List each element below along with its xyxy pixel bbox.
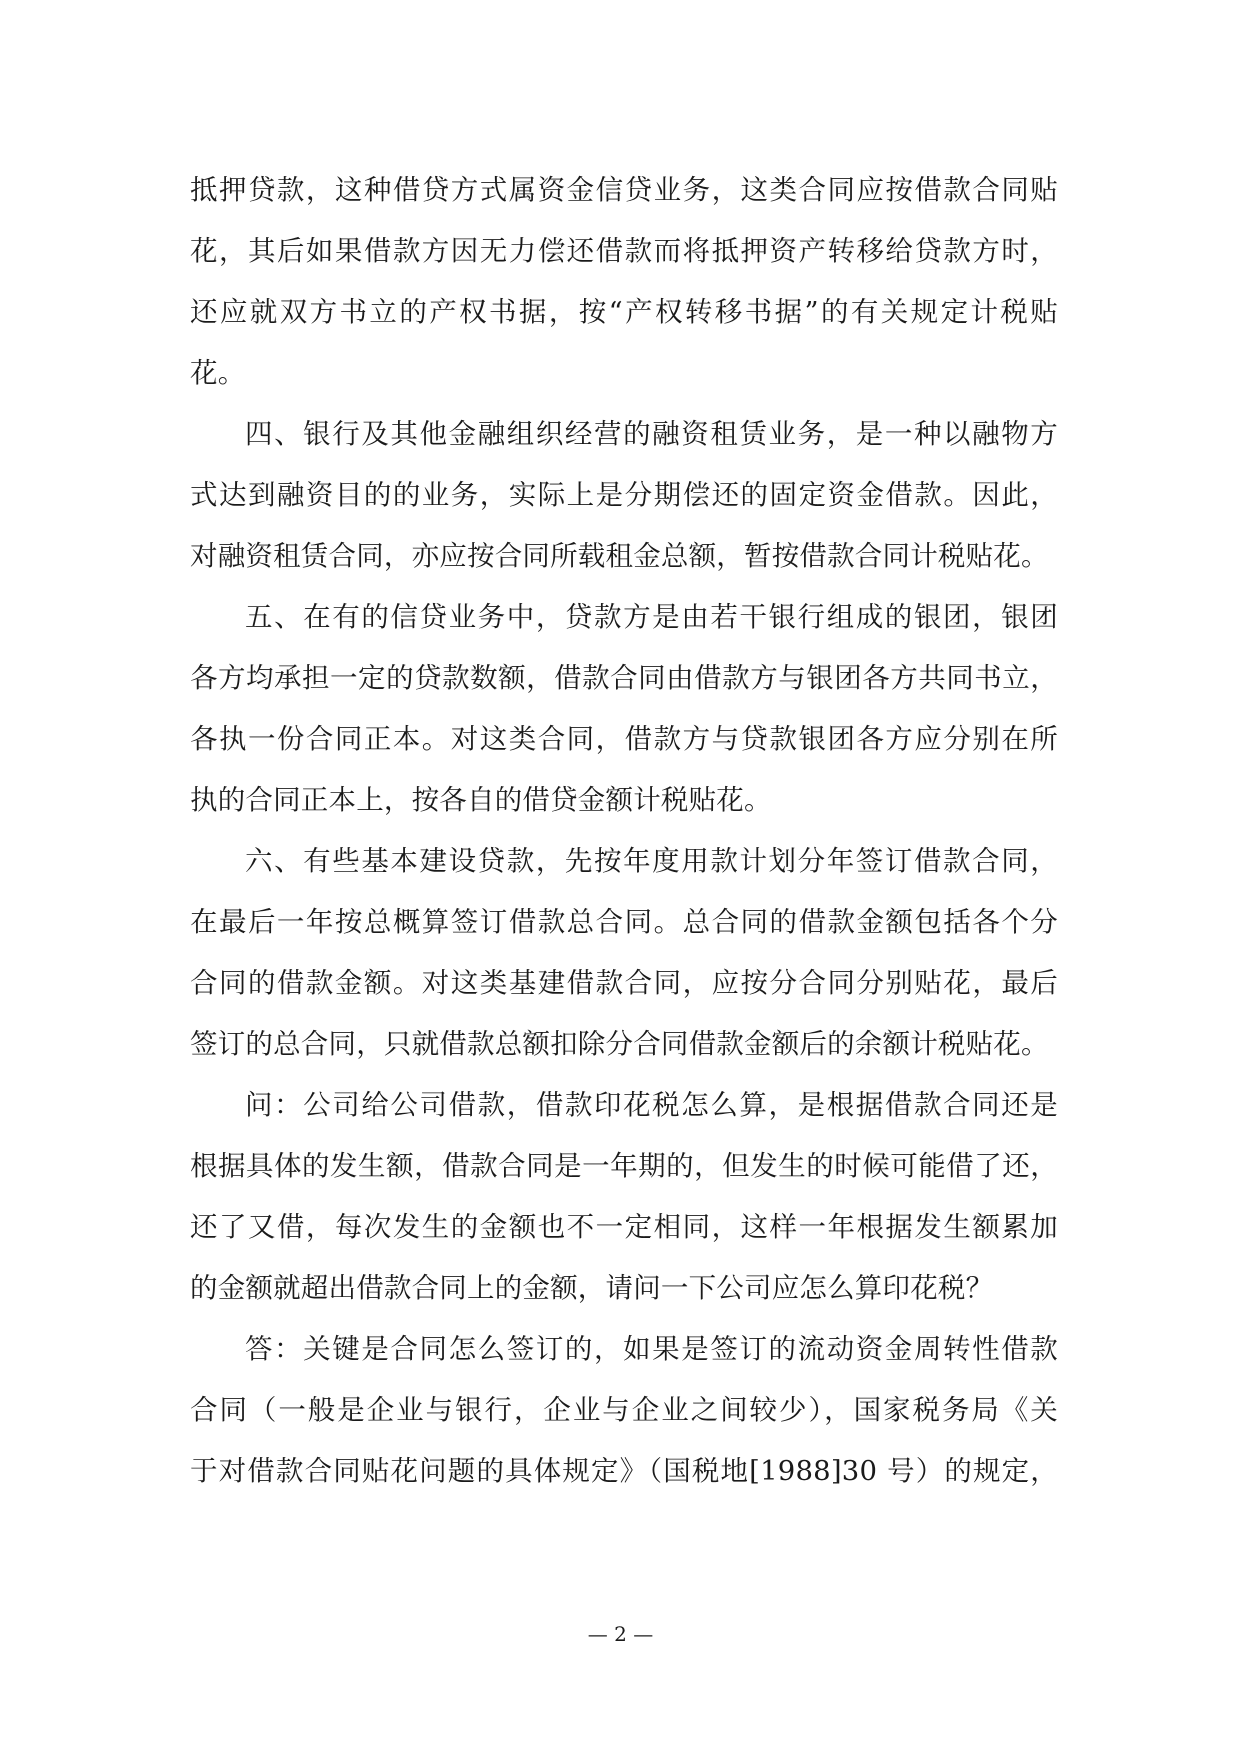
document-body <box>190 160 1058 1502</box>
text-line: 还应就双方书立的产权书据，按“产权转移书据”的有关规定计税贴 <box>190 296 1058 328</box>
text-line: 还了又借，每次发生的金额也不一定相同，这样一年根据发生额累加 <box>190 1211 1058 1243</box>
text-line: 对融资租赁合同，亦应按合同所载租金总额，暂按借款合同计税贴花。 <box>190 540 1049 572</box>
text-line: 合同的借款金额。对这类基建借款合同，应按分合同分别贴花，最后 <box>190 967 1058 999</box>
text-line: 答：关键是合同怎么签订的，如果是签订的流动资金周转性借款 <box>245 1333 1058 1365</box>
text-line: 抵押贷款，这种借贷方式属资金信贷业务，这类合同应按借款合同贴 <box>190 174 1058 206</box>
text-line: 式达到融资目的的业务，实际上是分期偿还的固定资金借款。因此， <box>190 479 1058 511</box>
text-line: 各执一份合同正本。对这类合同，借款方与贷款银团各方应分别在所 <box>190 723 1058 755</box>
text-line: 花，其后如果借款方因无力偿还借款而将抵押资产转移给贷款方时， <box>190 235 1058 267</box>
text-line: 四、银行及其他金融组织经营的融资租赁业务，是一种以融物方 <box>245 418 1058 450</box>
text-line: 六、有些基本建设贷款，先按年度用款计划分年签订借款合同， <box>245 845 1058 877</box>
text-line: 在最后一年按总概算签订借款总合同。总合同的借款金额包括各个分 <box>190 906 1058 938</box>
text-line: 于对借款合同贴花问题的具体规定》（国税地[1988]30 号）的规定， <box>190 1455 1058 1487</box>
text-line: 的金额就超出借款合同上的金额，请问一下公司应怎么算印花税？ <box>190 1272 994 1304</box>
text-line: 各方均承担一定的贷款数额，借款合同由借款方与银团各方共同书立， <box>190 662 1058 694</box>
page-number: — 2 — <box>587 1622 654 1646</box>
text-line: 根据具体的发生额，借款合同是一年期的，但发生的时候可能借了还， <box>190 1150 1058 1182</box>
text-line: 合同（一般是企业与银行，企业与企业之间较少），国家税务局《关 <box>190 1394 1058 1426</box>
text-line: 执的合同正本上，按各自的借贷金额计税贴花。 <box>190 784 772 816</box>
text-line: 问：公司给公司借款，借款印花税怎么算，是根据借款合同还是 <box>245 1089 1058 1121</box>
text-line: 五、在有的信贷业务中，贷款方是由若干银行组成的银团，银团 <box>245 601 1058 633</box>
text-line: 花。 <box>190 357 246 389</box>
text-line: 签订的总合同，只就借款总额扣除分合同借款金额后的余额计税贴花。 <box>190 1028 1049 1060</box>
